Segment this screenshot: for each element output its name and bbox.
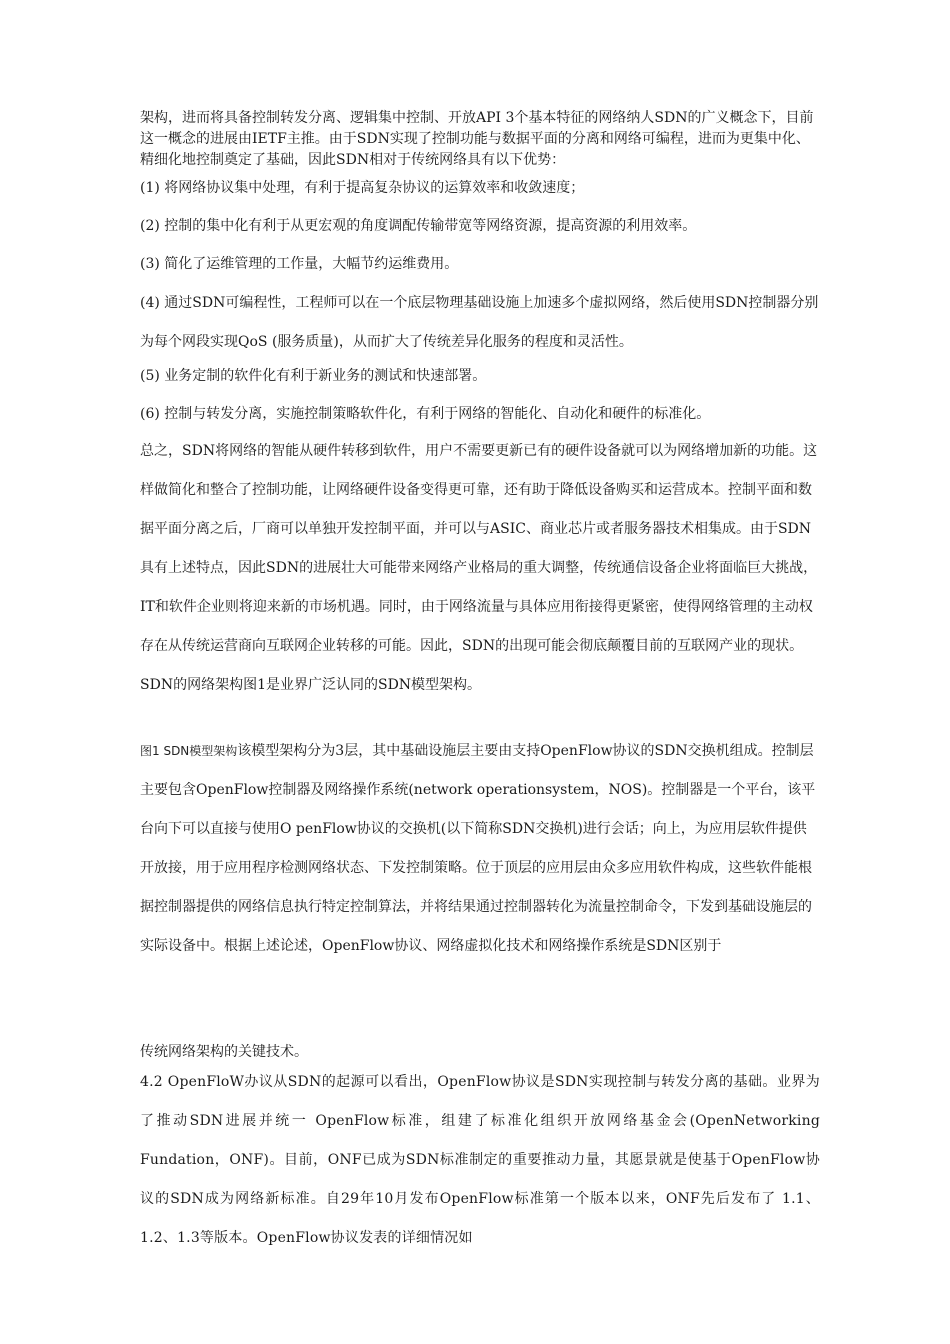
advantage-item-4: (4) 通过SDN可编程性，工程师可以在一个底层物理基础设施上加速多个虚拟网络，然后使用SDN控制器分别为每个网段实现QoS (服务质量)，从而扩大了传统差异化服务的程度和灵活性。	[140, 295, 819, 350]
advantage-item-5: (5) 业务定制的软件化有利于新业务的测试和快速部署。	[140, 368, 487, 384]
summary-paragraph: 总之，SDN将网络的智能从硬件转移到软件，用户不需要更新已有的硬件设备就可以为网络增加新的功能。这样做简化和整合了控制功能，让网络硬件设备变得更可靠，还有助于降低设备购买和运营成本。控制平面和数据平面分离之后，厂商可以单独开发控制平面，并可以与ASIC、商业芯片或者服务器技术相集成。由于SDN具有上述特点，因此SDN的进展壮大可能带来网络产业格局的重大调整，传统通信设备企业将面临巨大挑战，IT和软件企业则将迎来新的市场机遇。同时，由于网络流量与具体应用衔接得更紧密，使得网络管理的主动权存在从传统运营商向互联网企业转移的可能。因此，SDN的出现可能会彻底颠覆目前的互联网产业的现状。SDN的网络架构图1是业界广泛认同的SDN模型架构。	[140, 443, 818, 693]
figure-caption: 图1 SDN模型架构	[140, 744, 238, 758]
model-paragraph	[140, 732, 820, 966]
advantage-item-2: (2) 控制的集中化有利于从更宏观的角度调配传输带宽等网络资源，提高资源的利用效率。	[140, 218, 697, 234]
intro-paragraph: 架构，进而将具备控制转发分离、逻辑集中控制、开放API 3个基本特征的网络纳人SDN的广义概念下，目前这一概念的进展由IETF主推。由于SDN实现了控制功能与数据平面的分离和网络可编程，进而为更集中化、精细化地控制奠定了基础，因此SDN相对于传统网络具有以下优势：	[140, 110, 814, 168]
model-text: 该模型架构分为3层，其中基础设施层主要由支持OpenFlow协议的SDN交换机组成。控制层主要包含OpenFlow控制器及网络操作系统(network operationsystem，NOS)。控制器是一个平台，该平台向下可以直接与使用O penFlow协议的交换机(以下简称SDN交换机)进行会话；向上，为应用层软件提供开放接，用于应用程序检测网络状态、下发控制策略。位于顶层的应用层由众多应用软件构成，这些软件能根据控制器提供的网络信息执行特定控制算法，并将结果通过控制器转化为流量控制命令，下发到基础设施层的实际设备中。根据上述论述，OpenFlow协议、网络虚拟化技术和网络操作系统是SDN区别于	[140, 743, 816, 954]
advantage-item-1: (1) 将网络协议集中处理，有利于提高复杂协议的运算效率和收敛速度；	[140, 180, 585, 196]
continuation-line: 传统网络架构的关键技术。	[140, 1044, 308, 1060]
section-4-2-paragraph: 4.2 OpenFloW办议从SDN的起源可以看出，OpenFlow协议是SDN实现控制与转发分离的基础。业界为了推动SDN进展并统一 OpenFlow标准，组建了标准化组织开放网络基金会(OpenNetworking Fundation，ONF)。目前，ONF已成为SDN标准制定的重要推动力量，其愿景就是使基于OpenFlow协议的SDN成为网络新标准。自29年10月发布OpenFlow标准第一个版本以来，ONF先后发布了 1.1、1.2、1.3等版本。OpenFlow协议发表的详细情况如	[140, 1074, 820, 1246]
advantage-item-3: (3) 简化了运维管理的工作量，大幅节约运维费用。	[140, 256, 459, 272]
advantage-item-6: (6) 控制与转发分离，实施控制策略软件化，有利于网络的智能化、自动化和硬件的标准化。	[140, 406, 711, 422]
